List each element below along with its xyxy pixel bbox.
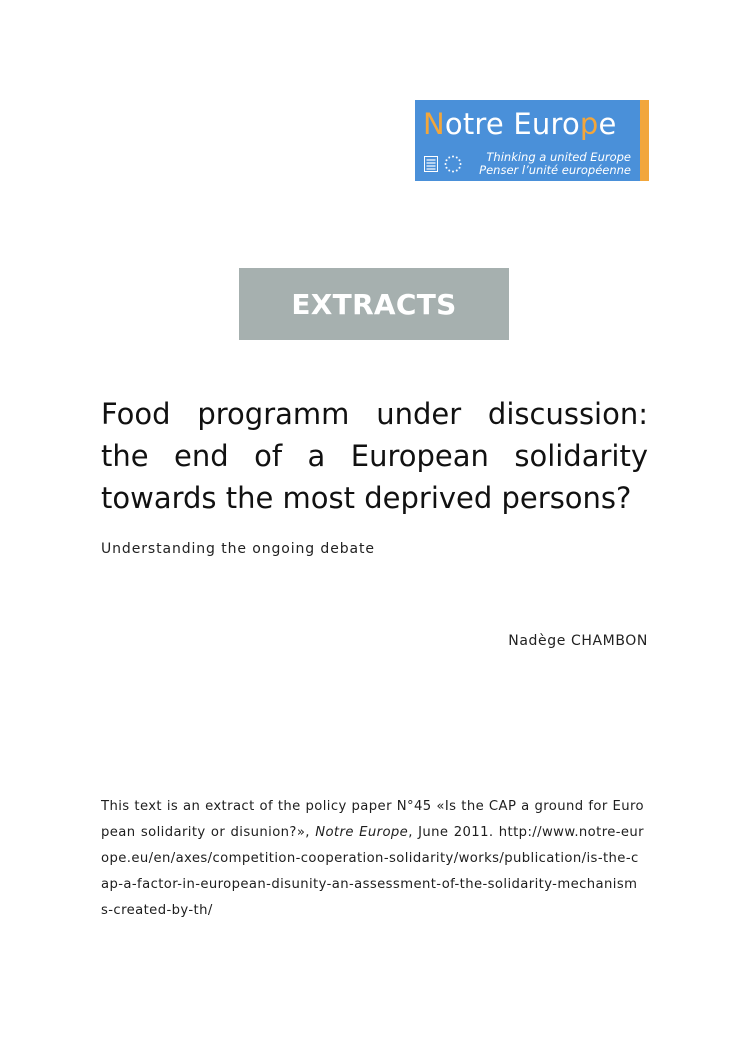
author-name: Nadège CHAMBON bbox=[508, 633, 648, 649]
logo-wordmark bbox=[423, 107, 617, 141]
source-note-link: , June 2011. http://www.notre-europe.eu/en/axes/competition-cooperation-solidarity/works/publication/is-the-cap-a-factor-in-european-disunity-an-assessment-of-the-solidarity-mechanisms-created-by-th/ bbox=[101, 825, 645, 918]
document-subtitle: Understanding the ongoing debate bbox=[101, 541, 375, 557]
logo-tagline-english: Thinking a united Europe bbox=[486, 150, 631, 164]
extracts-banner: EXTRACTS bbox=[239, 268, 509, 340]
logo-accent-stripe bbox=[640, 100, 649, 181]
logo-letter-n: N bbox=[423, 107, 445, 141]
eu-stars-icon bbox=[444, 155, 462, 173]
source-note-text: This text is an extract of the policy paper N°45 «Is the CAP a ground for European solidarity or disunion?», bbox=[101, 799, 644, 840]
source-note-publisher: Notre Europe bbox=[315, 825, 409, 840]
document-icon bbox=[424, 156, 438, 172]
document-title: Food programm under discussion: the end of a European solidarity towards the most deprived persons? bbox=[101, 397, 648, 515]
logo-letter-p: p bbox=[579, 107, 599, 141]
logo-tagline-french: Penser l’unité européenne bbox=[479, 163, 631, 177]
source-note bbox=[101, 794, 644, 924]
logo-letter-e: e bbox=[598, 107, 617, 141]
notre-europe-logo bbox=[415, 100, 649, 181]
logo-word-middle: otre Euro bbox=[444, 107, 580, 141]
